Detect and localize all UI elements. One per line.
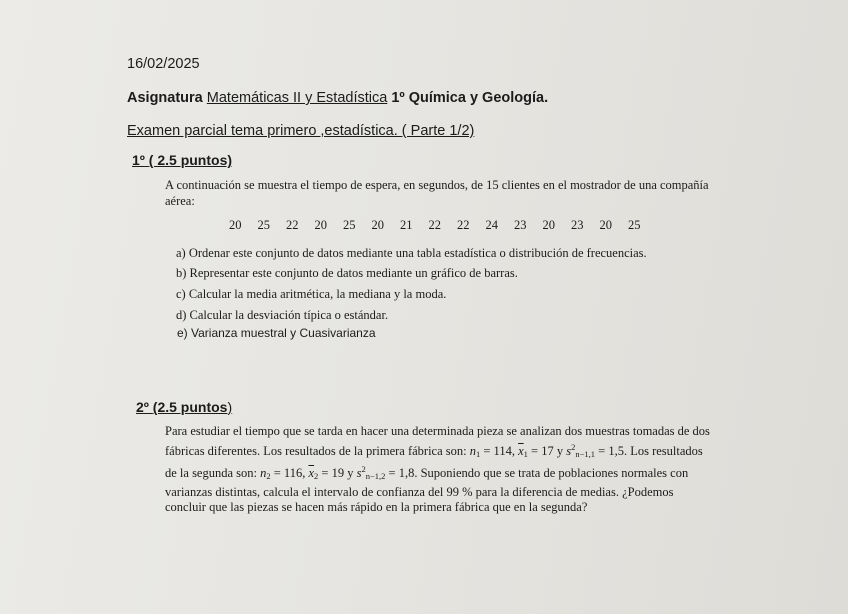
data-value: 22 <box>286 218 299 232</box>
data-value: 25 <box>257 218 270 232</box>
data-value: 20 <box>314 218 327 232</box>
question-2-text-part: = 1,8. Suponiendo que se trata de poblaciones normales con varianzas distintas, calcula el intervalo de confianza del 99 % para la diferencia de medias. ¿Podemos concluir que las piezas se hacen más rápido en la primera fábrica que en la segunda? <box>165 466 689 514</box>
math-sup: 2 <box>571 441 576 452</box>
subject-label: Asignatura <box>127 90 203 106</box>
question-2-points: (2.5 puntos <box>152 399 228 415</box>
question-1-item-c: c) Calcular la media aritmética, la mediana y la moda. <box>176 287 447 301</box>
math-value: = 116, <box>270 466 309 480</box>
math-x2-bar: $\overline{x}$ <box>308 466 315 480</box>
math-n1: n <box>469 443 476 458</box>
question-1-intro: A continuación se muestra el tiempo de espera, en segundos, de 15 clientes en el mostrador de una compañía aérea: <box>165 178 709 208</box>
data-value: 20 <box>229 218 242 232</box>
question-1-number: 1º <box>132 152 145 168</box>
math-sub: 2 <box>266 471 271 481</box>
data-value: 23 <box>571 218 584 232</box>
data-value: 20 <box>371 218 384 232</box>
math-sup: 2 <box>361 464 366 474</box>
question-2-number: 2º <box>136 399 149 415</box>
data-value: 22 <box>457 218 470 232</box>
math-sub: 1 <box>476 448 481 459</box>
math-s2: s <box>356 466 362 480</box>
data-value: 21 <box>400 218 413 232</box>
exam-date: 16/02/2025 <box>127 56 200 72</box>
math-s1: s <box>566 443 572 458</box>
question-2-points-close: ) <box>227 399 233 415</box>
question-2-text-part: Para estudiar el tiempo que se tarda en hacer una determinada pieza se analizan dos muestras tomadas de dos fábricas diferentes. Los resultados de la primera fábrica son: <box>165 424 710 458</box>
subject-line <box>127 90 548 106</box>
question-1-item-b: b) Representar este conjunto de datos mediante un gráfico de barras. <box>176 266 518 280</box>
math-n2: n <box>260 466 267 480</box>
question-2-text <box>165 424 717 516</box>
math-sub: n−1,2 <box>365 471 386 481</box>
question-1-heading <box>132 152 232 168</box>
question-1-item-a: a) Ordenar este conjunto de datos mediante una tabla estadística o distribución de frecuencias. <box>176 246 647 260</box>
question-1-item-d: d) Calcular la desviación típica o estándar. <box>176 308 389 322</box>
data-value: 24 <box>485 218 498 232</box>
question-2-heading <box>136 399 232 415</box>
data-values-row <box>229 218 657 233</box>
exam-title: Examen parcial tema primero ,estadística. ( Parte 1/2) <box>127 123 475 139</box>
math-value: = 17 y <box>527 443 567 458</box>
math-sub: n−1,1 <box>575 448 596 459</box>
math-x1-bar: $\overline{x}$ <box>518 443 524 458</box>
question-1-points: ( 2.5 puntos) <box>148 152 233 168</box>
data-value: 25 <box>343 218 356 232</box>
data-value: 23 <box>514 218 527 232</box>
data-value: 20 <box>542 218 555 232</box>
subject-group: 1º Química y Geología. <box>391 90 549 106</box>
math-sub: 2 <box>314 471 319 481</box>
data-value: 22 <box>428 218 441 232</box>
math-value: = 114, <box>480 443 519 458</box>
question-1-item-e: e) Varianza muestral y Cuasivarianza <box>177 326 376 340</box>
question-2-text-part: = 1,5. Los resultados de la segunda son: <box>165 443 703 480</box>
math-value: = 19 y <box>318 466 357 480</box>
math-sub: 1 <box>523 448 528 459</box>
data-value: 20 <box>599 218 612 232</box>
subject-course: Matemáticas II y Estadística <box>206 90 388 106</box>
data-value: 25 <box>628 218 641 232</box>
